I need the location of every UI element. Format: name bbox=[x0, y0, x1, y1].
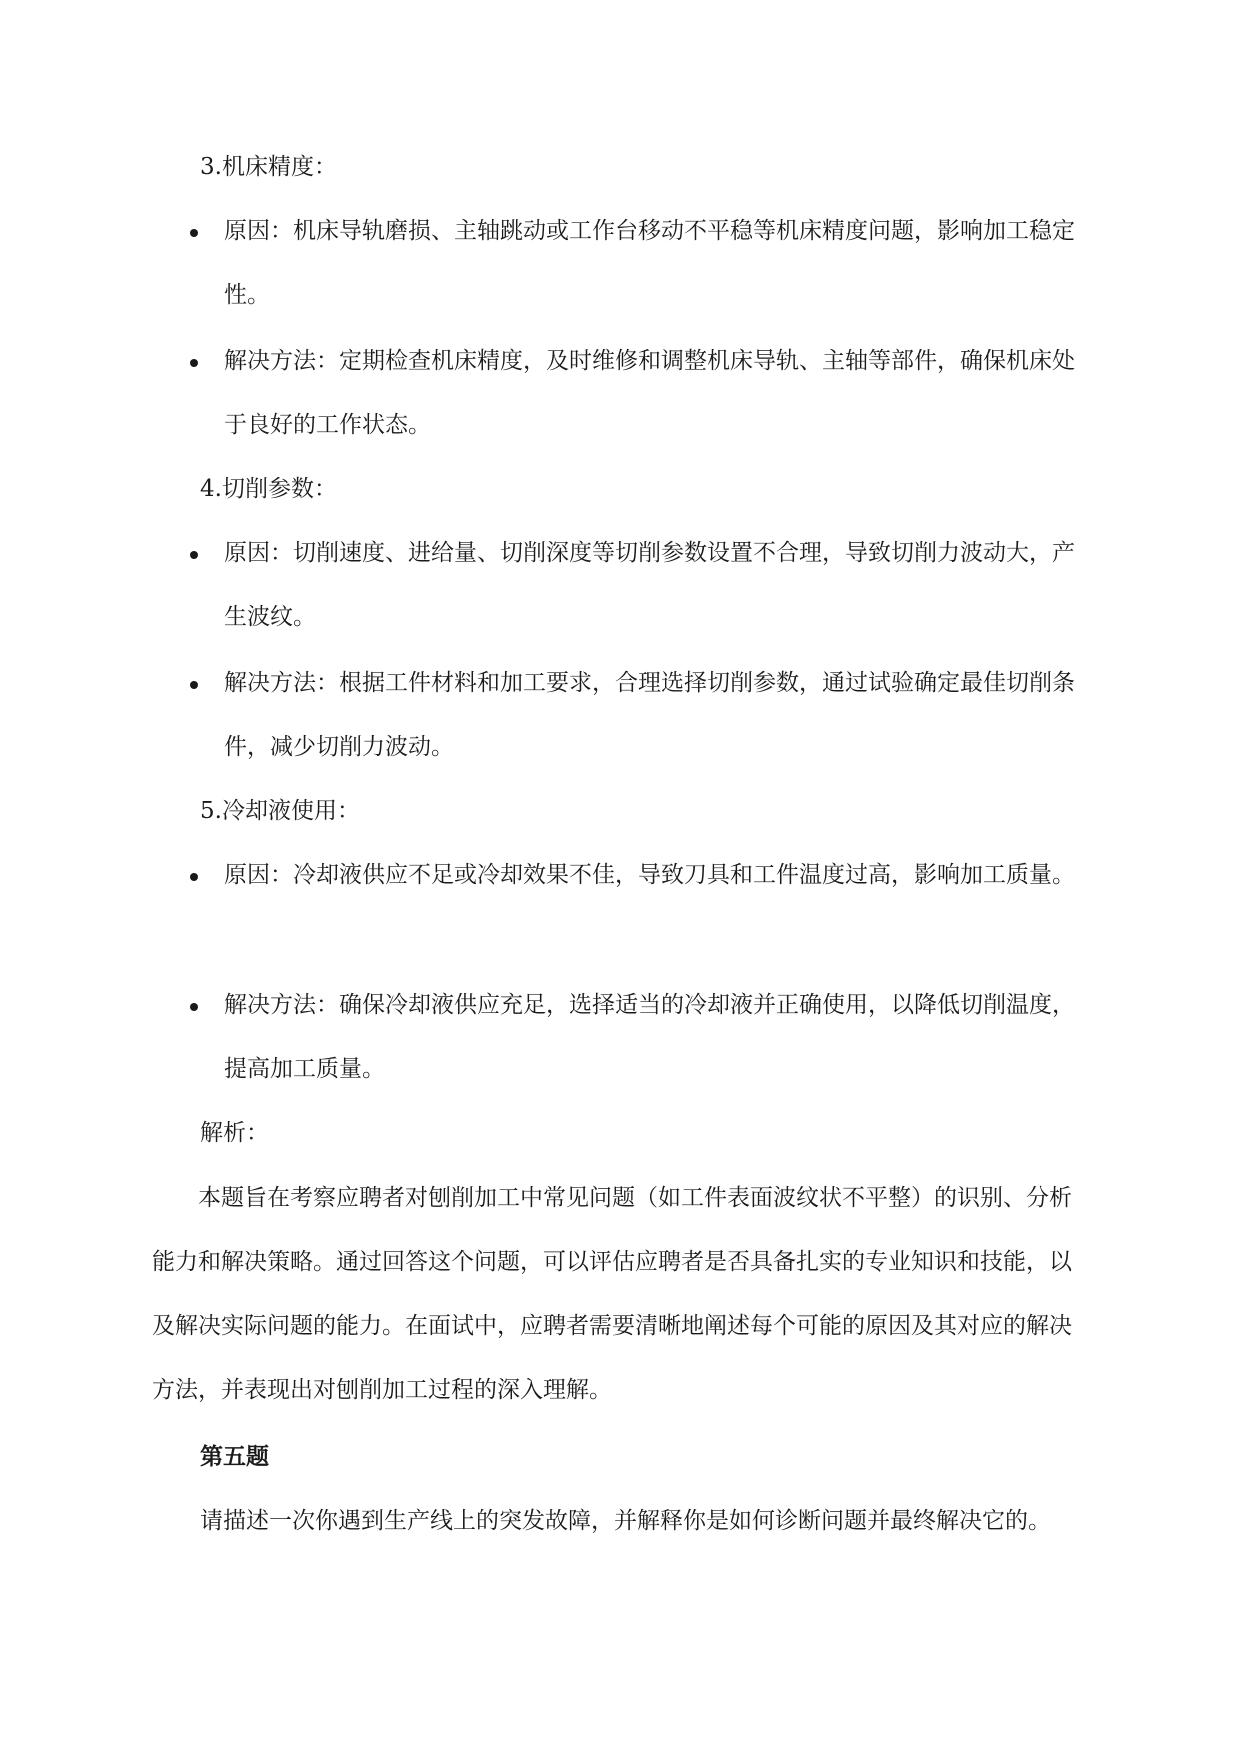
list-item-text: 解决方法：定期检查机床精度，及时维修和调整机床导轨、主轴等部件，确保机床处于良好的工作状态。 bbox=[224, 348, 1075, 438]
section-heading-cutting-params: 4.切削参数： bbox=[200, 476, 337, 502]
bullet-icon bbox=[190, 873, 198, 881]
section-heading-machine-precision: 3.机床精度： bbox=[200, 154, 337, 180]
list-item-text: 解决方法：根据工件材料和加工要求，合理选择切削参数，通过试验确定最佳切削条件，减少切削力波动。 bbox=[224, 670, 1075, 760]
analysis-body: 本题旨在考察应聘者对刨削加工中常见问题（如工件表面波纹状不平整）的识别、分析能力和解决策略。通过回答这个问题，可以评估应聘者是否具备扎实的专业知识和技能，以及解决实际问题的能力。在面试中，应聘者需要清晰地阐述每个可能的原因及其对应的解决方法，并表现出对刨削加工过程的深入理解。 bbox=[152, 1185, 1072, 1403]
bullet-icon bbox=[190, 681, 198, 689]
bullet-icon bbox=[190, 551, 198, 559]
list-item-text: 原因：切削速度、进给量、切削深度等切削参数设置不合理，导致切削力波动大，产生波纹。 bbox=[224, 540, 1075, 630]
list-item-text: 原因：冷却液供应不足或冷却效果不佳，导致刀具和工件温度过高，影响加工质量。 bbox=[224, 862, 1075, 888]
list-item-text: 原因：机床导轨磨损、主轴跳动或工作台移动不平稳等机床精度问题，影响加工稳定性。 bbox=[224, 218, 1075, 308]
question-text: 请描述一次你遇到生产线上的突发故障，并解释你是如何诊断问题并最终解决它的。 bbox=[200, 1508, 1051, 1534]
question-title: 第五题 bbox=[200, 1443, 269, 1470]
bullet-icon bbox=[190, 229, 198, 237]
list-item-text: 解决方法：确保冷却液供应充足，选择适当的冷却液并正确使用，以降低切削温度，提高加工质量。 bbox=[224, 992, 1075, 1082]
section-heading-coolant: 5.冷却液使用： bbox=[200, 798, 360, 824]
analysis-heading: 解析： bbox=[200, 1120, 269, 1146]
bullet-icon bbox=[190, 359, 198, 367]
bullet-icon bbox=[190, 1003, 198, 1011]
